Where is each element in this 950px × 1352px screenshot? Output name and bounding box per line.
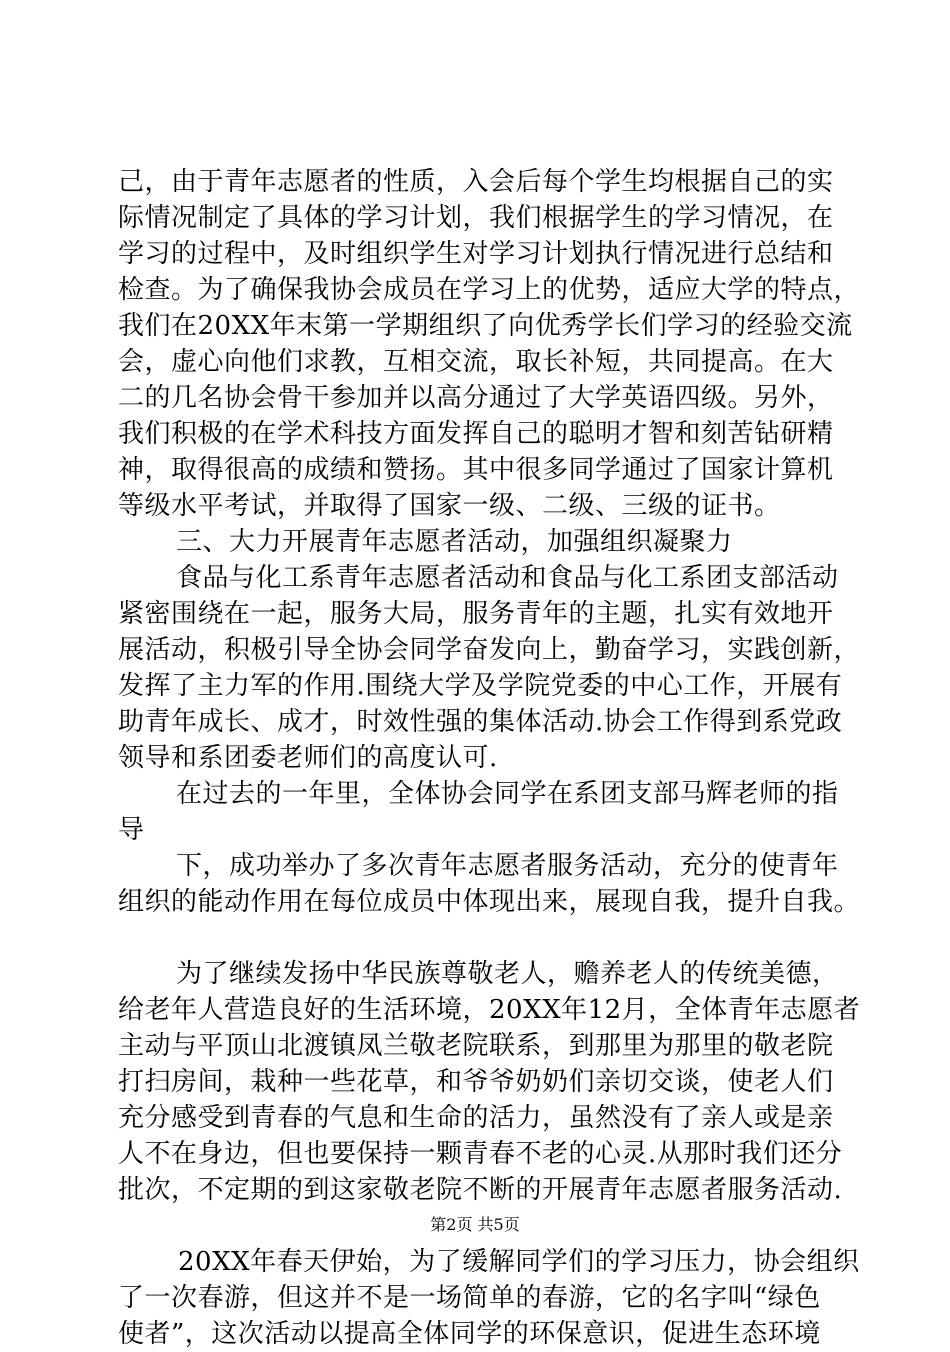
text-line: 助青年成长、成才，时效性强的集体活动.协会工作得到系党政	[118, 707, 843, 737]
text-line: 会，虚心向他们求教，互相交流，取长补短，共同提高。在大	[118, 347, 834, 377]
text-line: 在过去的一年里，全体协会同学在系团支部马辉老师的指	[176, 779, 839, 809]
text-line: 我们在20XX年末第一学期组织了向优秀学长们学习的经验交流	[118, 311, 853, 341]
text-line: 际情况制定了具体的学习计划，我们根据学生的学习情况，在	[118, 203, 834, 233]
text-line: 神，取得很高的成绩和赞扬。其中很多同学通过了国家计算机	[118, 455, 834, 485]
page-footer: 第2页 共5页	[430, 1215, 520, 1234]
text-line: 学习的过程中，及时组织学生对学习计划执行情况进行总结和	[118, 239, 834, 269]
text-line: 组织的能动作用在每位成员中体现出来，展现自我，提升自我。	[118, 887, 861, 917]
text-line: 批次，不定期的到这家敬老院不断的开展青年志愿者服务活动.	[118, 1175, 843, 1205]
text-line: 人不在身边，但也要保持一颗青春不老的心灵.从那时我们还分	[118, 1139, 843, 1169]
text-line: 展活动，积极引导全协会同学奋发向上，勤奋学习，实践创新，	[118, 635, 861, 665]
paragraph-gap	[118, 920, 838, 956]
text-line: 20XX年春天伊始，为了缓解同学们的学习压力，协会组织	[178, 1247, 860, 1277]
text-line: 下，成功举办了多次青年志愿者服务活动，充分的使青年	[176, 851, 839, 881]
text-line: 了一次春游，但这并不是一场简单的春游，它的名字叫“绿色	[118, 1283, 821, 1313]
document-body	[118, 164, 861, 1352]
text-line: 打扫房间，栽种一些花草，和爷爷奶奶们亲切交谈，使老人们	[118, 1067, 834, 1097]
section-heading: 三、大力开展青年志愿者活动，加强组织凝聚力	[176, 527, 733, 557]
text-line: 给老年人营造良好的生活环境，20XX年12月，全体青年志愿者	[118, 995, 861, 1025]
text-line: 导	[118, 815, 145, 845]
text-line: 检查。为了确保我协会成员在学习上的优势，适应大学的特点，	[118, 275, 861, 305]
text-line: 领导和系团委老师们的高度认可.	[118, 743, 498, 773]
text-line: 我们积极的在学术科技方面发挥自己的聪明才智和刻苦钻研精	[118, 419, 834, 449]
text-line: 二的几名协会骨干参加并以高分通过了大学英语四级。另外，	[118, 383, 834, 413]
text-line: 食品与化工系青年志愿者活动和食品与化工系团支部活动	[176, 563, 839, 593]
text-line: 使者”，这次活动以提高全体同学的环保意识，促进生态环境	[118, 1319, 821, 1349]
text-line: 发挥了主力军的作用.围绕大学及学院党委的中心工作，开展有	[118, 671, 843, 701]
text-line: 己，由于青年志愿者的性质，入会后每个学生均根据自己的实	[118, 167, 834, 197]
text-line: 为了继续发扬中华民族尊敬老人，赡养老人的传统美德，	[176, 959, 839, 989]
text-line: 主动与平顶山北渡镇凤兰敬老院联系，到那里为那里的敬老院	[118, 1031, 834, 1061]
text-line: 充分感受到青春的气息和生命的活力，虽然没有了亲人或是亲	[118, 1103, 834, 1133]
text-line: 紧密围绕在一起，服务大局，服务青年的主题，扎实有效地开	[118, 599, 834, 629]
text-line: 等级水平考试，并取得了国家一级、二级、三级的证书。	[118, 491, 781, 521]
